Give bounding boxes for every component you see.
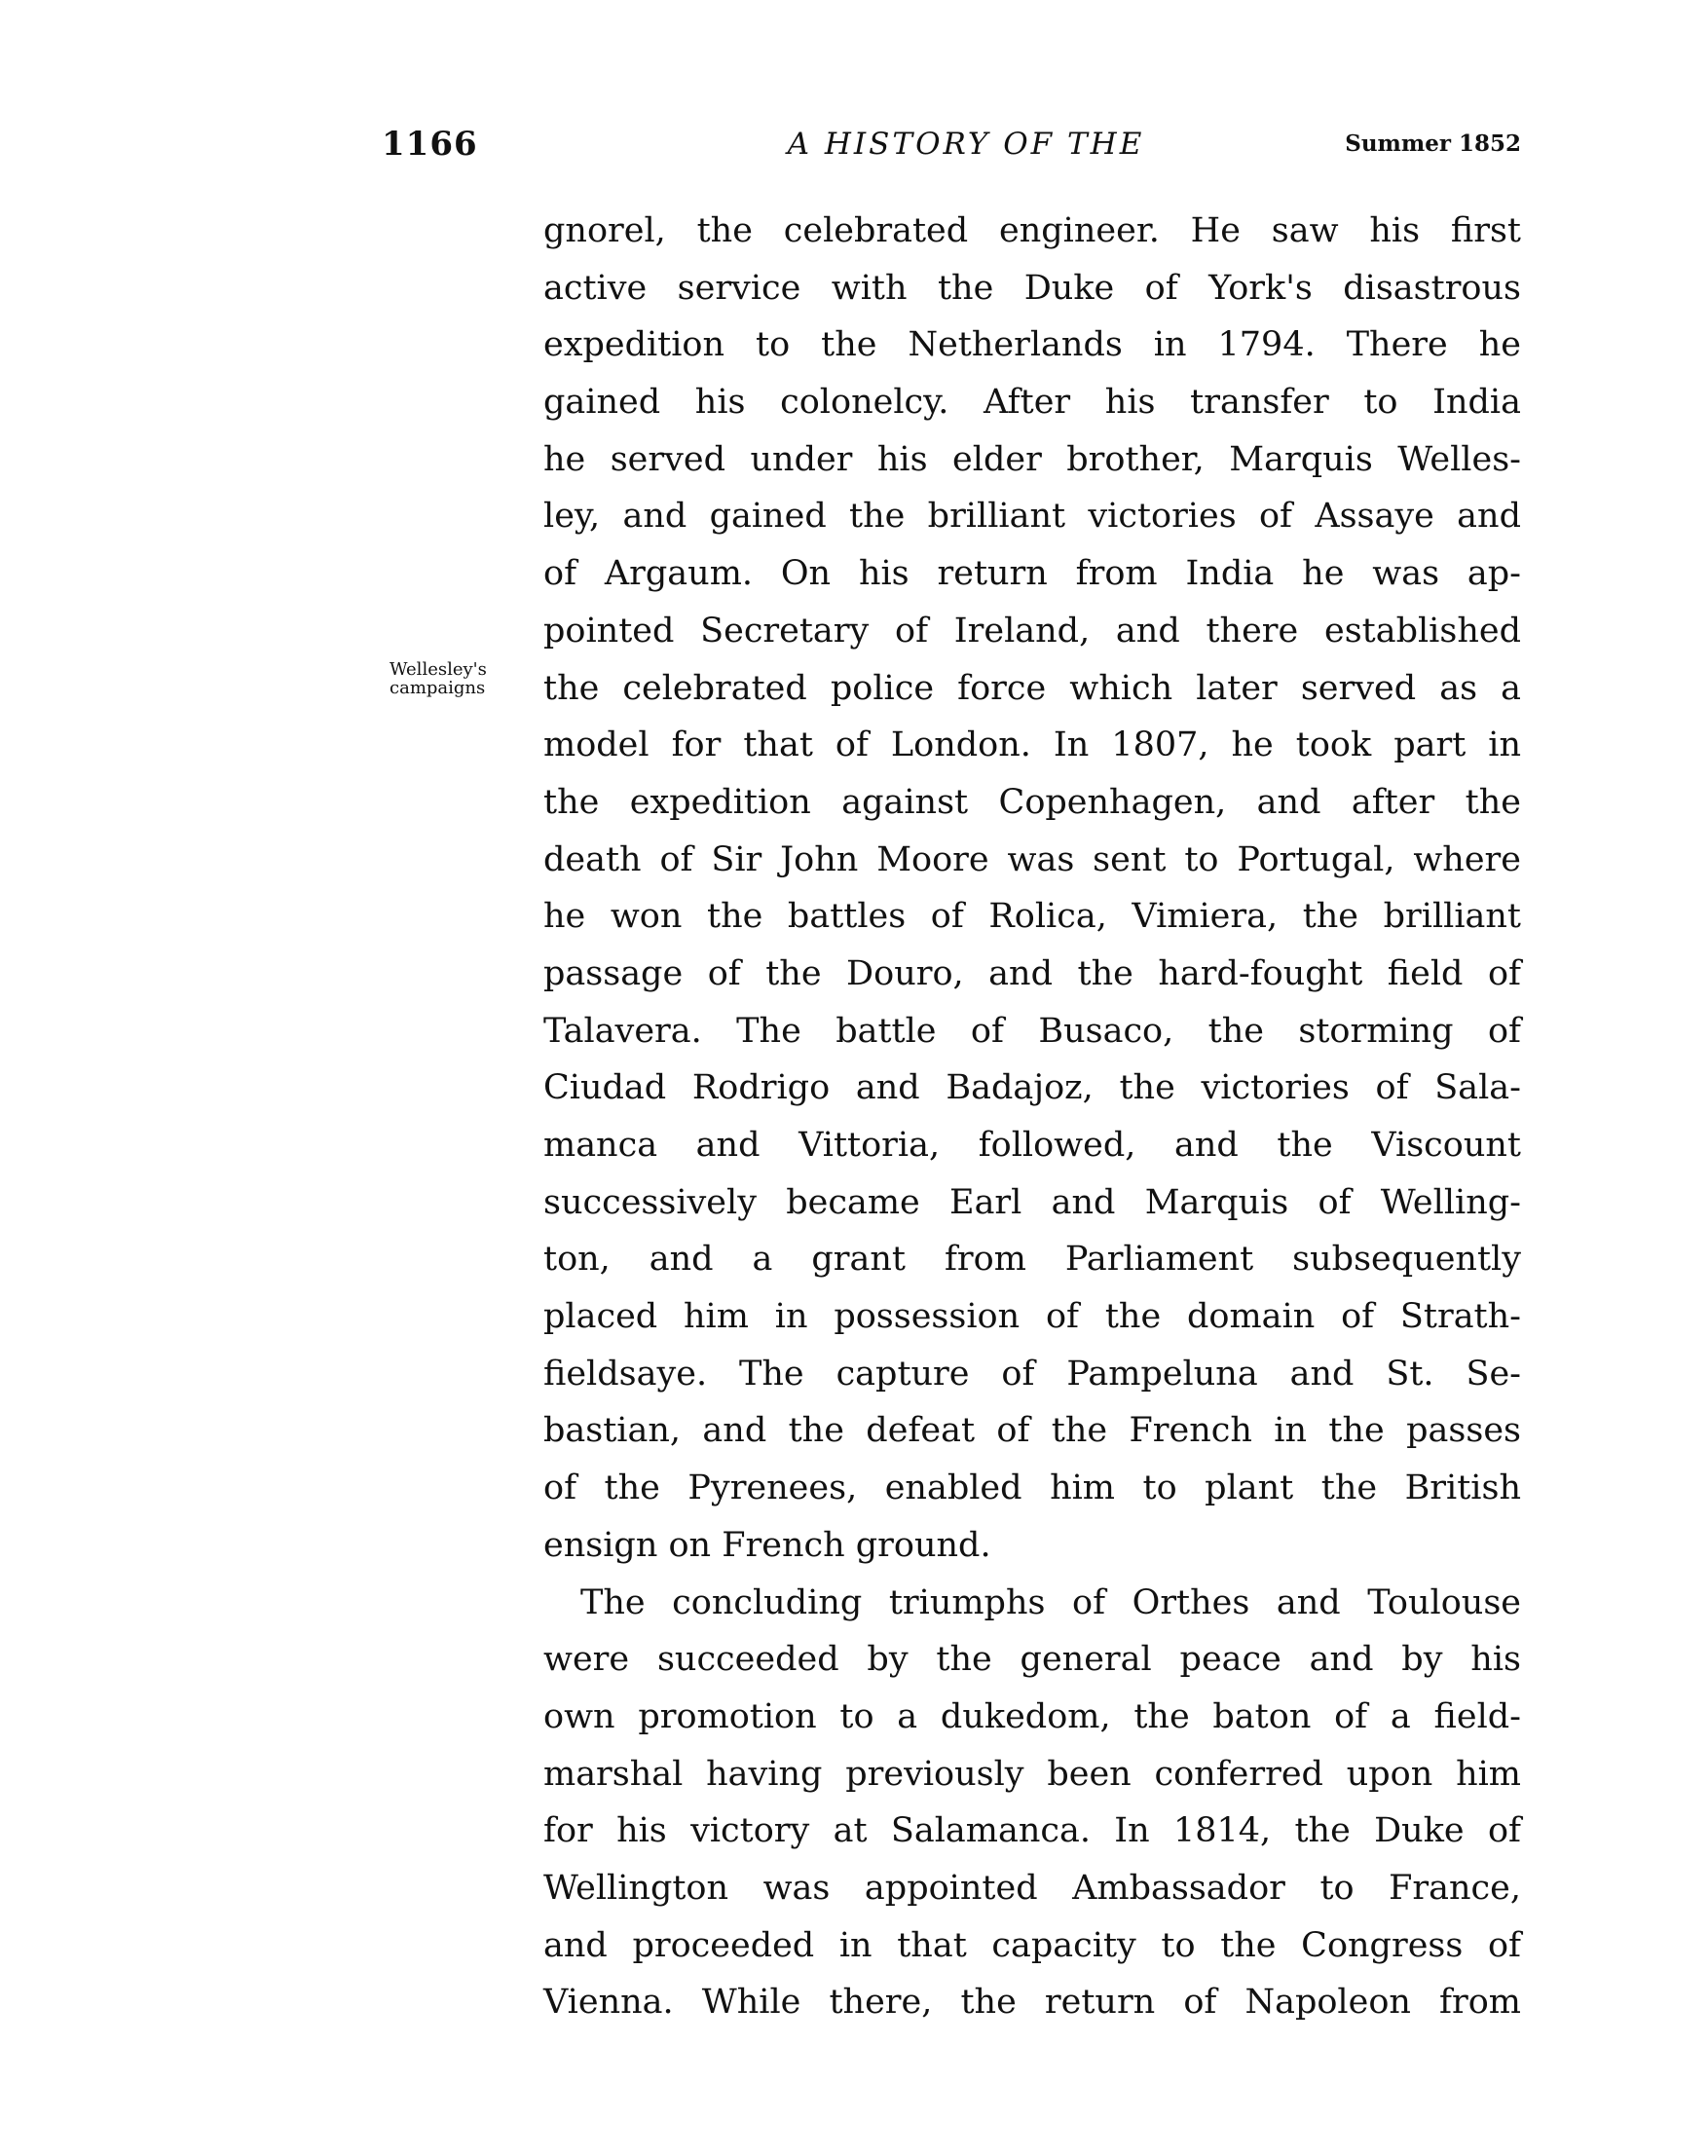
text-line: bastian, and the defeat of the French in the passes xyxy=(543,1411,1521,1451)
margin-note-line: campaigns xyxy=(390,678,486,698)
text-line: Talavera. The battle of Busaco, the storming of xyxy=(543,1011,1521,1051)
text-line: own promotion to a dukedom, the baton of a field- xyxy=(543,1696,1521,1736)
text-line: of Argaum. On his return from India he was ap- xyxy=(543,554,1521,594)
text-line: ley, and gained the brilliant victories of Assaye and xyxy=(543,497,1521,537)
body-text xyxy=(543,203,1521,2031)
text-line: for his victory at Salamanca. In 1814, the Duke of xyxy=(543,1811,1521,1851)
text-line: and proceeded in that capacity to the Congress of xyxy=(543,1925,1521,1965)
margin-note-line: Wellesley's xyxy=(390,659,487,680)
text-line: gained his colonelcy. After his transfer to India xyxy=(543,383,1521,423)
text-line: death of Sir John Moore was sent to Portugal, where xyxy=(543,839,1521,879)
paragraph-1 xyxy=(543,203,1521,1575)
text-line: manca and Vittoria, followed, and the Viscount xyxy=(543,1126,1521,1165)
text-line: fieldsaye. The capture of Pampeluna and St. Se- xyxy=(543,1354,1521,1394)
text-line: pointed Secretary of Ireland, and there established xyxy=(543,611,1521,651)
margin-note xyxy=(390,660,487,697)
paragraph-2 xyxy=(543,1575,1521,2032)
text-line: The concluding triumphs of Orthes and Toulouse xyxy=(580,1582,1521,1622)
page-header xyxy=(382,125,1521,167)
text-line: active service with the Duke of York's disastrous xyxy=(543,268,1521,308)
text-line: he served under his elder brother, Marquis Welles- xyxy=(543,439,1521,479)
page-number: 1166 xyxy=(382,125,478,164)
text-line: he won the battles of Rolica, Vimiera, the brilliant xyxy=(543,897,1521,937)
running-title: A HISTORY OF THE xyxy=(787,127,1145,162)
text-line: ton, and a grant from Parliament subsequently xyxy=(543,1240,1521,1280)
text-line: the expedition against Copenhagen, and after the xyxy=(543,782,1521,822)
text-line: gnorel, the celebrated engineer. He saw his first xyxy=(543,211,1521,250)
text-line: of the Pyrenees, enabled him to plant the British xyxy=(543,1468,1521,1508)
text-line: expedition to the Netherlands in 1794. There he xyxy=(543,325,1521,365)
text-line: Wellington was appointed Ambassador to France, xyxy=(543,1868,1521,1908)
season-label: Summer 1852 xyxy=(1345,130,1521,157)
text-line: passage of the Douro, and the hard-fought field of xyxy=(543,953,1521,993)
text-line: placed him in possession of the domain of Strath- xyxy=(543,1297,1521,1337)
text-line: marshal having previously been conferred upon him xyxy=(543,1754,1521,1794)
text-line: model for that of London. In 1807, he took part in xyxy=(543,725,1521,765)
text-line: Vienna. While there, the return of Napoleon from xyxy=(543,1983,1521,2023)
text-line: ensign on French ground. xyxy=(543,1525,991,1565)
text-line: Ciudad Rodrigo and Badajoz, the victories of Sala- xyxy=(543,1068,1521,1108)
text-line: were succeeded by the general peace and by his xyxy=(543,1640,1521,1680)
text-line: the celebrated police force which later served as a xyxy=(543,668,1521,708)
text-line: successively became Earl and Marquis of Welling- xyxy=(543,1182,1521,1222)
